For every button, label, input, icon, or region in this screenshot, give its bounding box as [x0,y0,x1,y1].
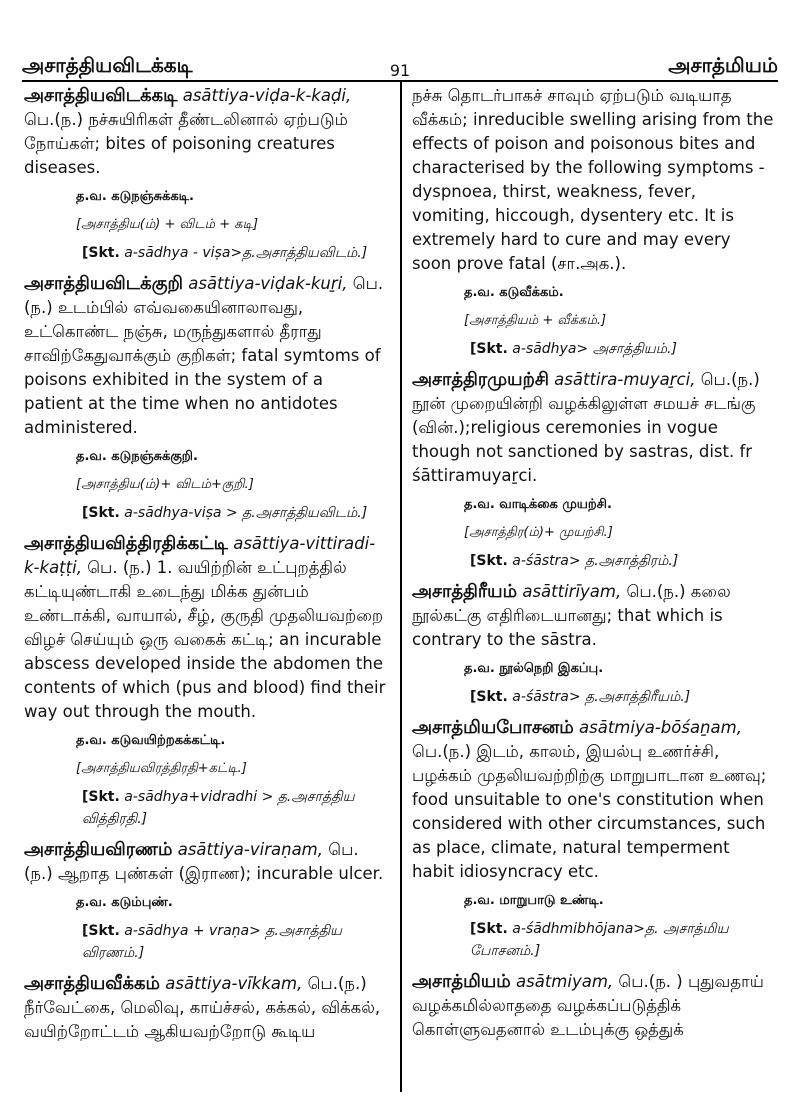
tamil-equivalent: த.வ. மாறுபாடு உண்டி. [464,893,604,908]
sanskrit-tag: [Skt. [82,245,120,261]
dictionary-entry [412,368,774,488]
dictionary-entry [24,838,386,886]
definition: பெ.(ந.) நீர்வேட்கை, மெலிவு, காய்ச்சல், கக்கல், விக்கல், வயிற்றோட்டம் ஆகியவற்றோடு கூடிய [24,974,381,1041]
sanskrit-tag: [Skt. [82,789,120,805]
transliteration: asātmiya-bōśaṉam, [579,718,742,737]
etymology: [அசாத்திய(ம்)+ விடம்+குறி.] [76,477,254,492]
dictionary-entry [24,84,386,180]
sanskrit-text: a-śāstra> த.அசாத்திரீயம்.] [512,689,691,705]
definition: பெ.(ந.) கலை நூல்கட்கு எதிரிடையானது; that which is contrary to the sāstra. [412,582,731,649]
tamil-equivalent: த.வ. கடுவீக்கம். [464,285,564,300]
transliteration: asātmiyam, [516,972,614,991]
definition: பெ.(ந. ) புதுவதாய் வழக்கமில்லாததை வழக்கப்படுத்திக் கொள்ளுவதனால் உடம்புக்கு ஒத்துக் [412,972,764,1039]
tamil-equivalent: த.வ. நூல்நெறி இகப்பு. [464,661,604,676]
tamil-equivalent: த.வ. கடுநஞ்சுக்குறி. [76,449,198,464]
headword: அசாத்தியவிடக்கடி [24,85,178,106]
transliteration: asāttirīyam, [522,582,622,601]
dictionary-entry-continued [412,84,774,276]
sanskrit-text: a-sādhya + vraṇa> த.அசாத்திய விரணம்.] [82,923,343,961]
sanskrit-text: a-sādhya - viṣa>த.அசாத்தியவிடம்.] [124,245,368,261]
transliteration: asāttiya-viḍak-kuṟi, [188,274,348,293]
definition: பெ.(ந.) இடம், காலம், இயல்பு உணர்ச்சி, பழக்கம் முதலியவற்றிற்கு மாறுபாடான உணவு; food unsuitable to one's constitution when considered with other circumstances, such as place, climate, natural temperment habit idiosyncracy etc. [412,742,767,881]
left-column [24,84,386,1044]
headword: அசாத்திரமுயற்சி [412,369,549,390]
definition: பெ.(ந.) நூன் முறையின்றி வழக்கிலுள்ள சமயச் சடங்கு (வின்.);religious ceremonies in vogue though not sanctioned by sastras, dist. fr śāttiramuyaṟci. [412,370,760,485]
transliteration: asāttira-muyaṟci, [554,370,696,389]
sanskrit-tag: [Skt. [470,341,508,357]
headword: அசாத்மியம் [412,971,511,992]
headword: அசாத்தியவிரணம் [24,839,173,860]
sanskrit-origin [82,502,386,524]
dictionary-entry [412,716,774,884]
left-guide-word: அசாத்தியவிடக்கடி [22,53,193,77]
sanskrit-tag: [Skt. [470,553,508,569]
sanskrit-origin [470,686,774,708]
headword: அசாத்திரீயம் [412,581,518,602]
dictionary-entry [412,970,774,1042]
tamil-equivalent: த.வ. கடுவயிற்றகக்கட்டி. [76,733,226,748]
dictionary-entry [24,532,386,724]
sanskrit-tag: [Skt. [82,923,120,939]
sanskrit-origin [82,920,386,964]
etymology: [அசாத்திர(ம்)+ முயற்சி.] [464,525,613,540]
sanskrit-origin [470,918,774,962]
sanskrit-origin [82,786,386,830]
sanskrit-origin [82,242,386,264]
sanskrit-text: a-sādhya+vidradhi > த.அசாத்திய வித்திரதி.] [82,789,355,827]
column-divider [400,82,402,1092]
right-column [412,84,774,1042]
tamil-equivalent: த.வ. கடுநஞ்சுக்கடி. [76,189,194,204]
definition: பெ.(ந.) உடம்பில் எவ்வகையினாலாவது, உட்கொண்ட நஞ்சு, மருந்துகளால் தீராது சாவிற்கேதுவாக்கும் குறிகள்; fatal symtoms of poisons exhibited in the system of a patient at the time when no antidotes administered. [24,274,384,437]
tamil-equivalent: த.வ. வாடிக்கை முயற்சி. [464,497,612,512]
headword: அசாத்மியபோசனம் [412,717,574,738]
headword: அசாத்தியவீக்கம் [24,973,161,994]
headword: அசாத்தியவித்திரதிக்கட்டி [24,533,228,554]
tamil-equivalent: த.வ. கடும்புண். [76,895,173,910]
dictionary-entry [24,272,386,440]
sanskrit-tag: [Skt. [470,921,508,937]
sanskrit-tag: [Skt. [82,505,120,521]
etymology: [அசாத்தியம் + வீக்கம்.] [464,313,607,328]
page-header [22,44,778,80]
transliteration: asāttiya-viḍa-k-kaḍi, [182,86,352,105]
headword: அசாத்தியவிடக்குறி [24,273,183,294]
etymology: [அசாத்திய(ம்) + விடம் + கடி] [76,217,259,232]
dictionary-entry [24,972,386,1044]
transliteration: asāttiya-vittiradi-k-kaṭṭi, [24,534,376,577]
sanskrit-origin [470,338,774,360]
sanskrit-text: a-śāstra> த.அசாத்திரம்.] [512,553,679,569]
sanskrit-tag: [Skt. [470,689,508,705]
sanskrit-text: a-sādhya> அசாத்தியம்.] [512,341,677,357]
sanskrit-text: a-śādhmibhōjana>த. அசாத்மிய போசனம்.] [470,921,729,959]
definition: பெ.(ந.) ஆறாத புண்கள் (இராண); incurable ulcer. [24,840,384,883]
dictionary-entry [412,580,774,652]
definition: பெ.(ந.) நச்சுயிரிகள் தீண்டலினால் ஏற்படும் நோய்கள்; bites of poisoning creatures diseases. [24,110,348,177]
right-guide-word: அசாத்மியம் [668,53,778,77]
sanskrit-origin [470,550,774,572]
sanskrit-text: a-sādhya-viṣa > த.அசாத்தியவிடம்.] [124,505,368,521]
transliteration: asāttiya-viraṇam, [177,840,324,859]
transliteration: asāttiya-vīkkam, [165,974,303,993]
page-number: 91 [389,61,411,80]
definition: நச்சு தொடர்பாகச் சாவும் ஏற்படும் வடியாத வீக்கம்; inreducible swelling arising from the effects of poison and poisonous bites and characterised by the following symptoms - dyspnoea, thirst, weakness, fever, vomiting, hiccough, dysentery etc. It is extremely hard to cure and may every soon prove fatal (சா.அக.). [412,86,774,273]
definition: பெ. (ந.) 1. வயிற்றின் உட்புறத்தில் கட்டியுண்டாகி உடைந்து மிக்க துன்பம் உண்டாக்கி, வாயால், சீழ், குருதி முதலியவற்றை விழச் செய்யும் ஒரு வகைக் கட்டி; an incurable abscess developed inside the abdomen the contents of which (pus and blood) find their way out through the mouth. [24,558,386,721]
etymology: [அசாத்தியவிரத்திரதி+கட்டி.] [76,761,247,776]
